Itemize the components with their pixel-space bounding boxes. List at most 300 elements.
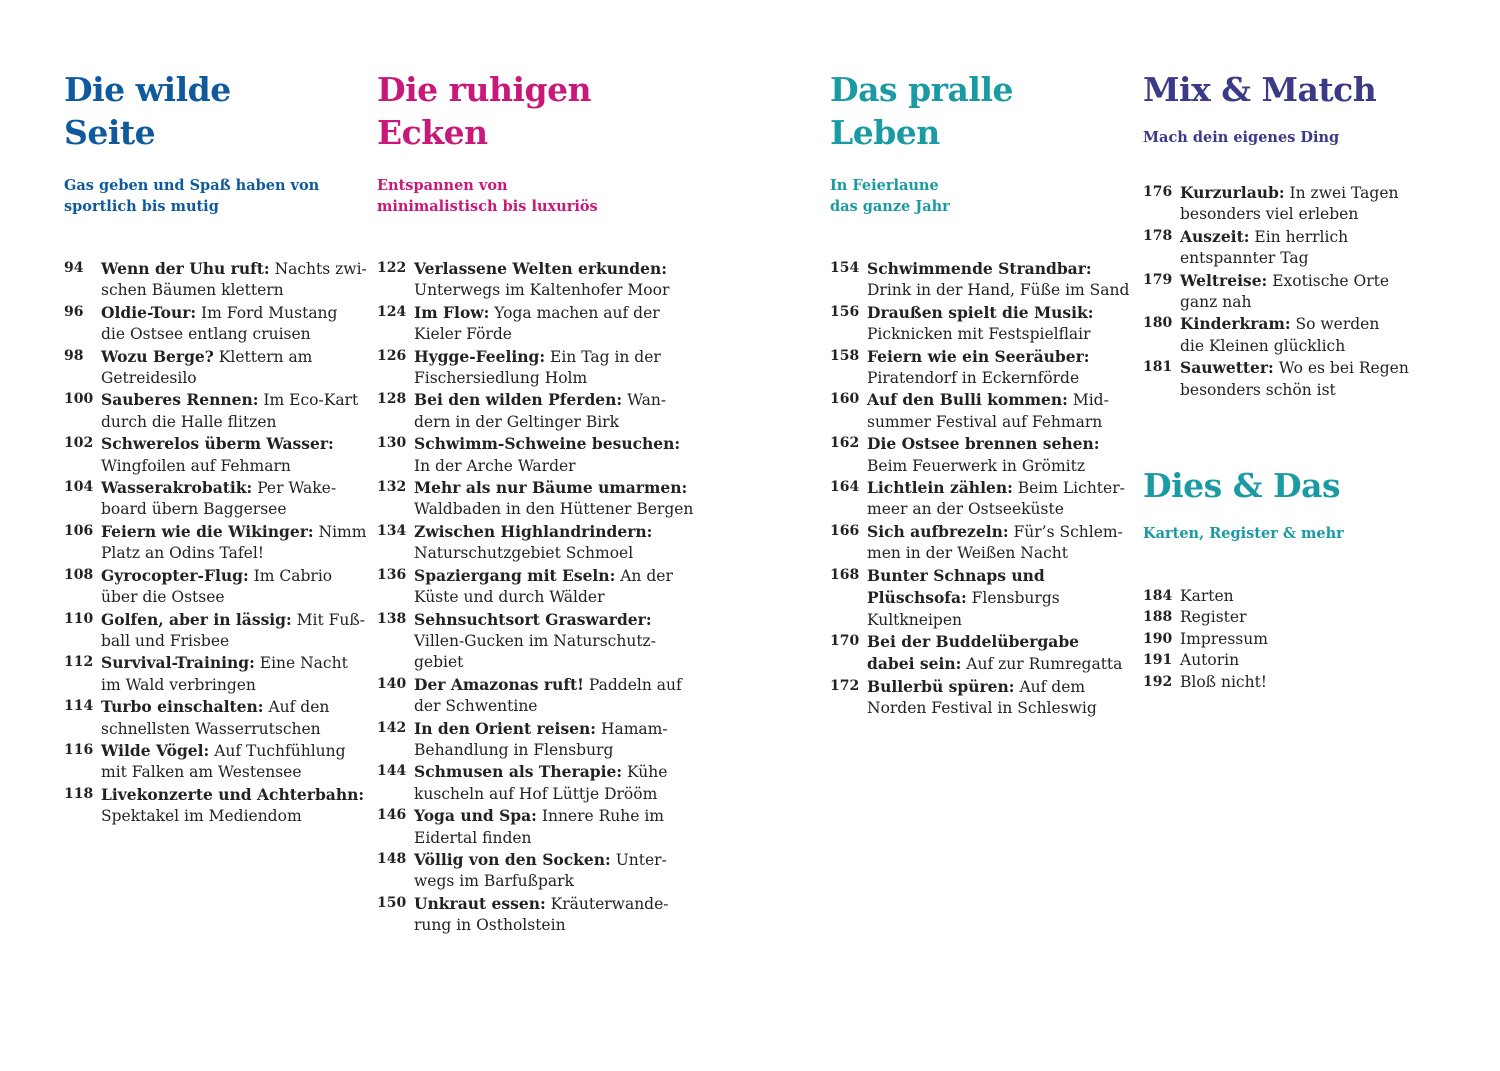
toc-entry[interactable] <box>830 346 1130 390</box>
entry-line <box>1180 313 1473 335</box>
page-number: 158 <box>830 347 860 364</box>
entry-line <box>414 565 687 587</box>
entry-description: Naturschutzgebiet Schmoel <box>414 544 634 563</box>
page-number: 114 <box>64 698 94 715</box>
toc-entry[interactable] <box>64 477 364 521</box>
entry-line <box>867 631 1130 653</box>
page-number: 112 <box>64 654 94 671</box>
entry-line <box>414 784 687 805</box>
page-number: 146 <box>377 807 407 824</box>
toc-entry[interactable] <box>1143 357 1473 401</box>
entry-line <box>414 456 687 477</box>
entry-description: Nimm <box>313 522 367 541</box>
title-line: Das pralle <box>830 70 1013 109</box>
entry-description: summer Festival auf Fehmarn <box>867 412 1103 431</box>
entry-line <box>101 499 364 520</box>
entry-description: An der <box>615 566 673 585</box>
entry-line <box>414 499 694 520</box>
toc-entry[interactable] <box>1143 182 1473 226</box>
page-number: 126 <box>377 347 407 364</box>
entry-line <box>1180 270 1473 292</box>
entry-title: Livekonzerte und Achterbahn: <box>101 784 365 804</box>
entry-title: In den Orient reisen: <box>414 718 597 738</box>
toc-entry[interactable] <box>830 477 1130 521</box>
entry-line <box>101 456 364 477</box>
page-number: 110 <box>64 610 94 627</box>
entry-line <box>414 609 687 631</box>
entry-text: Impressum <box>1180 629 1268 648</box>
entry-description: Innere Ruhe im <box>536 807 664 826</box>
entry-title: Draußen spielt die Musik: <box>867 302 1094 322</box>
subtitle-line: minimalistisch bis luxuriös <box>377 198 598 215</box>
toc-list <box>1143 182 1473 401</box>
toc-entry[interactable] <box>830 302 1130 346</box>
page-number: 170 <box>830 632 860 649</box>
entry-description: Drink in der Hand, Füße im Sand <box>867 281 1130 300</box>
entry-line <box>414 587 687 608</box>
entry-line <box>867 302 1130 324</box>
toc-entry[interactable] <box>64 521 367 565</box>
toc-entry[interactable] <box>64 302 364 346</box>
entry-title: Sich aufbrezeln: <box>867 521 1009 541</box>
entry-line <box>1180 248 1473 269</box>
entry-line <box>101 258 367 280</box>
toc-entry[interactable] <box>830 521 1130 565</box>
entry-title: Feiern wie ein Seeräuber: <box>867 346 1090 366</box>
entry-description: Hamam- <box>596 719 668 738</box>
section-life <box>830 68 1130 720</box>
page-number: 142 <box>377 719 407 736</box>
entry-title: Wasserakrobatik: <box>101 478 253 498</box>
toc-entry[interactable] <box>64 565 364 609</box>
entry-description: kuscheln auf Hof Lüttje Drööm <box>414 784 658 803</box>
entry-description: So werden <box>1290 315 1380 334</box>
entry-description: ball und Frisbee <box>101 631 230 650</box>
page-number: 138 <box>377 610 407 627</box>
subtitle-line: Gas geben und Spaß haben von <box>64 177 320 194</box>
entry-description: Platz an Odins Tafel! <box>101 544 265 563</box>
toc-list <box>1143 586 1473 693</box>
entry-line <box>101 631 364 652</box>
toc-entry[interactable] <box>64 784 364 828</box>
entry-description: entspannter Tag <box>1180 249 1309 268</box>
entry-line <box>1180 226 1473 248</box>
entry-description: wegs im Barfußpark <box>414 872 574 891</box>
toc-entry[interactable] <box>64 609 364 653</box>
entry-description: Exotische Orte <box>1267 271 1390 290</box>
entry-description: Mid- <box>1067 391 1109 410</box>
toc-list <box>64 258 367 828</box>
entry-title: Bullerbü spüren: <box>867 676 1015 696</box>
section-title <box>1143 464 1473 507</box>
toc-entry[interactable] <box>830 433 1130 477</box>
toc-entry[interactable] <box>377 477 694 521</box>
toc-entry[interactable] <box>64 389 364 433</box>
section-misc <box>1143 464 1473 693</box>
entry-line <box>414 871 687 892</box>
entry-line <box>101 389 364 411</box>
subtitle-line: sportlich bis mutig <box>64 198 219 215</box>
entry-title: Gyrocopter-Flug: <box>101 565 249 585</box>
entry-title: Verlassene Welten erkunden: <box>414 259 667 278</box>
entry-description: schen Bäumen klettern <box>101 281 284 300</box>
title-line: Dies & Das <box>1143 466 1341 506</box>
page-number: 124 <box>377 303 407 320</box>
page-number: 96 <box>64 303 84 320</box>
entry-line <box>1180 380 1473 401</box>
page-number: 184 <box>1143 588 1173 605</box>
entry-text: Register <box>1180 608 1247 627</box>
entry-line <box>867 543 1130 564</box>
entry-description: durch die Halle flitzen <box>101 412 277 431</box>
toc-entry[interactable] <box>1143 629 1473 650</box>
entry-text: Autorin <box>1180 651 1240 670</box>
entry-line <box>1180 204 1473 225</box>
page-number: 154 <box>830 260 860 276</box>
toc-entry[interactable] <box>830 389 1130 433</box>
toc-entry[interactable] <box>377 521 687 565</box>
entry-line <box>101 543 364 564</box>
toc-entry[interactable] <box>1143 270 1473 314</box>
subtitle-line: Karten, Register & mehr <box>1143 525 1344 543</box>
entry-line <box>414 258 687 280</box>
entry-line <box>101 477 364 499</box>
entry-description: Picknicken mit Festspielflair <box>867 325 1091 344</box>
subtitle-line: In Feierlaune <box>830 177 939 194</box>
entry-description: Ein Tag in der <box>545 347 661 366</box>
page-number: 134 <box>377 522 407 539</box>
entry-description: Mit Fuß- <box>291 610 365 629</box>
entry-line <box>101 675 364 696</box>
entry-title: Wenn der Uhu ruft: <box>101 259 270 278</box>
entry-line <box>867 280 1130 301</box>
entry-line <box>1180 357 1473 379</box>
entry-description: board übern Baggersee <box>101 500 287 519</box>
entry-description: die Ostsee entlang cruisen <box>101 325 311 344</box>
page-number: 140 <box>377 675 407 692</box>
entry-line <box>101 302 364 324</box>
entry-description: ganz nah <box>1180 293 1252 312</box>
entry-description: Beim Lichter- <box>1012 479 1125 498</box>
toc-entry[interactable] <box>377 674 687 718</box>
entry-description: besonders viel erleben <box>1180 205 1359 224</box>
toc-entry[interactable] <box>830 565 1130 631</box>
entry-line <box>414 718 687 740</box>
entry-line <box>414 893 687 915</box>
entry-description: Eidertal finden <box>414 828 532 847</box>
entry-line <box>414 302 687 324</box>
entry-title: Weltreise: <box>1180 270 1268 290</box>
title-line: Seite <box>64 113 156 152</box>
entry-line <box>414 477 687 499</box>
entry-title: Zwischen Highlandrindern: <box>414 521 653 541</box>
entry-description: gebiet <box>414 653 464 672</box>
entry-line <box>101 280 364 301</box>
page-number: 104 <box>64 479 94 496</box>
page-number: 150 <box>377 894 407 911</box>
entry-title: Feiern wie die Wikinger: <box>101 521 314 541</box>
section-title <box>1143 68 1473 111</box>
entry-line <box>414 674 687 696</box>
entry-line <box>867 412 1130 433</box>
page-number: 102 <box>64 435 94 452</box>
entry-title: Golfen, aber in lässig: <box>101 609 292 629</box>
section-title <box>377 68 687 154</box>
page-number: 116 <box>64 741 94 758</box>
toc-entry[interactable] <box>64 346 364 390</box>
section-subtitle <box>64 175 364 217</box>
entry-text: Karten <box>1180 587 1234 606</box>
toc-entry[interactable] <box>377 718 687 762</box>
toc-list <box>377 258 694 937</box>
toc-entry[interactable] <box>830 676 1130 720</box>
entry-title: Schwimmende Strandbar: <box>867 259 1092 278</box>
entry-line <box>867 587 1130 609</box>
entry-line <box>101 696 364 718</box>
entry-title: Lichtlein zählen: <box>867 478 1013 498</box>
entry-title: Turbo einschalten: <box>101 697 264 717</box>
toc-entry[interactable] <box>1143 586 1473 607</box>
entry-line <box>414 543 687 564</box>
entry-description: Getreidesilo <box>101 369 197 388</box>
toc-list <box>830 258 1130 720</box>
page-number: 136 <box>377 566 407 583</box>
page-number: 128 <box>377 391 407 408</box>
entry-description: Per Wake- <box>252 479 337 498</box>
title-line: Mix & Match <box>1143 70 1377 109</box>
entry-line <box>414 521 687 543</box>
entry-description: In zwei Tagen <box>1284 184 1399 202</box>
entry-title: Bei der Buddelübergabe <box>867 631 1080 651</box>
entry-line <box>867 389 1130 411</box>
entry-description: Küste und durch Wälder <box>414 588 605 607</box>
entry-title: Survival-Training: <box>101 653 255 673</box>
toc-entry[interactable] <box>1143 672 1473 693</box>
toc-entry[interactable] <box>1143 226 1473 270</box>
entry-description: über die Ostsee <box>101 588 225 607</box>
toc-entry[interactable] <box>830 258 1130 302</box>
entry-description: Norden Festival in Schleswig <box>867 699 1097 718</box>
section-subtitle <box>830 175 1130 217</box>
entry-description: Klettern am <box>213 347 313 366</box>
entry-title: Auszeit: <box>1180 226 1250 246</box>
entry-line <box>101 762 364 783</box>
entry-line <box>414 828 687 849</box>
entry-description: Im Ford Mustang <box>196 303 338 322</box>
toc-entry[interactable] <box>377 565 687 609</box>
toc-entry[interactable] <box>377 389 687 433</box>
section-subtitle <box>1143 127 1473 148</box>
toc-entry[interactable] <box>64 258 367 302</box>
entry-line <box>414 805 687 827</box>
entry-line <box>101 346 364 368</box>
entry-line <box>867 368 1130 389</box>
toc-entry[interactable] <box>377 346 687 390</box>
toc-entry[interactable] <box>377 302 687 346</box>
entry-line <box>414 761 687 783</box>
toc-entry[interactable] <box>377 433 687 477</box>
entry-line <box>867 698 1130 719</box>
page-number: 148 <box>377 850 407 867</box>
entry-description: Kräuterwande- <box>545 894 669 913</box>
toc-entry[interactable] <box>64 740 364 784</box>
entry-line <box>867 324 1130 345</box>
entry-description: Auf zur Rumregatta <box>961 655 1123 674</box>
title-line: Die wilde <box>64 70 231 109</box>
entry-line <box>414 280 687 301</box>
toc-entry[interactable] <box>1143 607 1473 628</box>
page-number: 164 <box>830 479 860 496</box>
section-calm <box>377 68 694 937</box>
entry-line <box>414 368 687 389</box>
subtitle-line: Mach dein eigenes Ding <box>1143 129 1340 146</box>
page-number: 122 <box>377 260 407 276</box>
entry-description: die Kleinen glücklich <box>1180 336 1346 355</box>
entry-line <box>101 652 364 674</box>
page-number: 180 <box>1143 315 1173 332</box>
page-number: 172 <box>830 677 860 694</box>
toc-entry[interactable] <box>830 631 1130 676</box>
entry-description: der Schwentine <box>414 697 538 716</box>
entry-title: Völlig von den Socken: <box>414 849 611 869</box>
entry-description: Nachts zwi- <box>269 260 367 278</box>
title-line: Ecken <box>377 113 488 152</box>
entry-line <box>867 499 1130 520</box>
entry-description: Kühe <box>622 763 668 782</box>
entry-description: Wingfoilen auf Fehmarn <box>101 456 291 475</box>
entry-line <box>414 696 687 717</box>
page-number: 156 <box>830 303 860 320</box>
entry-line <box>414 346 687 368</box>
entry-description: Fischersiedlung Holm <box>414 369 588 388</box>
toc-entry[interactable] <box>1143 650 1473 671</box>
entry-description: Auf Tuchfühlung <box>209 741 346 760</box>
entry-description: im Wald verbringen <box>101 675 256 694</box>
entry-line <box>867 653 1130 675</box>
toc-entry[interactable] <box>64 652 364 696</box>
toc-entry[interactable] <box>64 433 364 477</box>
toc-entry[interactable] <box>1143 313 1473 357</box>
entry-line <box>867 346 1130 368</box>
entry-title: Schwerelos überm Wasser: <box>101 434 334 454</box>
entry-title: Sauwetter: <box>1180 358 1274 378</box>
page-number: 160 <box>830 391 860 408</box>
entry-title: Spaziergang mit Eseln: <box>414 565 616 585</box>
section-subtitle <box>377 175 687 217</box>
entry-title: Die Ostsee brennen sehen: <box>867 434 1100 454</box>
entry-title: Wilde Vögel: <box>101 740 210 760</box>
entry-line <box>101 806 364 827</box>
entry-line <box>414 631 687 652</box>
toc-entry[interactable] <box>377 761 687 805</box>
entry-description: meer an der Ostseeküste <box>867 500 1064 519</box>
title-line: Leben <box>830 113 940 152</box>
entry-title: Bunter Schnaps und <box>867 565 1045 585</box>
section-title <box>830 68 1130 154</box>
entry-title: Mehr als nur Bäume umarmen: <box>414 478 688 498</box>
section-mix <box>1143 68 1473 693</box>
entry-line <box>101 719 364 740</box>
entry-title: Im Flow: <box>414 302 490 322</box>
entry-line <box>414 389 687 411</box>
entry-title: Sehnsuchtsort Graswarder: <box>414 609 652 629</box>
entry-title: Sauberes Rennen: <box>101 390 259 410</box>
page-number: 144 <box>377 763 407 780</box>
entry-line <box>1180 292 1473 313</box>
entry-description: Wan- <box>622 391 667 410</box>
entry-line <box>414 849 687 871</box>
entry-title: Schwimm-Schweine besuchen: <box>414 434 681 454</box>
entry-description: rung in Ostholstein <box>414 916 566 935</box>
subtitle-line: das ganze Jahr <box>830 198 950 215</box>
toc-entry[interactable] <box>377 849 687 893</box>
entry-line <box>101 587 364 608</box>
entry-title: Plüschsofa: <box>867 588 967 608</box>
entry-description: Yoga machen auf der <box>489 303 660 322</box>
entry-line <box>867 477 1130 499</box>
page-number: 162 <box>830 435 860 452</box>
entry-line <box>414 915 687 936</box>
page-number: 176 <box>1143 184 1173 200</box>
entry-description: Eine Nacht <box>254 654 348 673</box>
page-number: 166 <box>830 522 860 539</box>
entry-description: Waldbaden in den Hüttener Bergen <box>414 500 694 519</box>
subtitle-line: Entspannen von <box>377 177 508 194</box>
entry-line <box>101 740 364 762</box>
entry-description: Auf den <box>263 698 330 717</box>
entry-line <box>414 324 687 345</box>
section-wild <box>64 68 367 828</box>
entry-description: men in der Weißen Nacht <box>867 544 1069 563</box>
title-line: Die ruhigen <box>377 70 592 109</box>
page-number: 190 <box>1143 630 1173 647</box>
toc-entry[interactable] <box>377 609 687 674</box>
toc-entry[interactable] <box>377 805 687 849</box>
entry-description: Villen-Gucken im Naturschutz- <box>414 631 656 650</box>
entry-description: Für’s Schlem- <box>1008 522 1123 541</box>
section-subtitle <box>1143 523 1473 544</box>
entry-description: Im Cabrio <box>248 566 333 585</box>
page-number: 178 <box>1143 227 1173 244</box>
entry-line <box>101 368 364 389</box>
toc-entry[interactable] <box>377 893 687 937</box>
toc-entry[interactable] <box>64 696 364 740</box>
entry-description: Behandlung in Flensburg <box>414 740 614 759</box>
entry-title: Hygge-Feeling: <box>414 346 546 366</box>
page-number: 100 <box>64 391 94 408</box>
page-number: 168 <box>830 566 860 583</box>
entry-line <box>867 433 1130 455</box>
entry-title: Oldie-Tour: <box>101 302 197 322</box>
entry-line <box>101 521 367 543</box>
entry-line <box>101 784 364 806</box>
entry-title: Kinderkram: <box>1180 314 1291 334</box>
entry-description: mit Falken am Westensee <box>101 763 302 782</box>
page-number: 98 <box>64 347 84 364</box>
entry-line <box>101 609 364 631</box>
entry-description: Ein herrlich <box>1249 227 1349 246</box>
toc-entry[interactable] <box>377 258 687 302</box>
page-number: 132 <box>377 479 407 496</box>
entry-title: Unkraut essen: <box>414 893 546 913</box>
page-number: 181 <box>1143 359 1173 376</box>
entry-line <box>867 676 1130 698</box>
entry-description: Spektakel im Mediendom <box>101 807 302 826</box>
entry-title: Yoga und Spa: <box>414 806 537 826</box>
page-number: 106 <box>64 522 94 539</box>
entry-description: Beim Feuerwerk in Grömitz <box>867 456 1085 475</box>
page-number: 179 <box>1143 271 1173 288</box>
